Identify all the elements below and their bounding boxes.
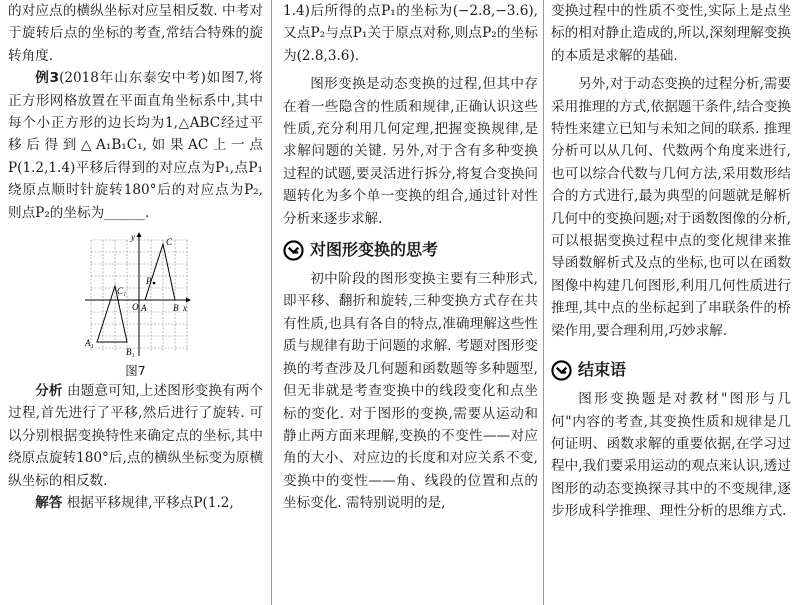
- column-left: [8, 0, 263, 515]
- answer-paragraph: [8, 492, 263, 514]
- label-y: y: [131, 232, 135, 243]
- intro-paragraph: 的对应点的横纵坐标对应呈相反数. 中考对于旋转后点的坐标的考查,常结合特殊的旋转角度.: [8, 3, 263, 64]
- figure-caption: 图7: [125, 363, 146, 379]
- label-a: A: [141, 303, 147, 314]
- label-b1: B₁: [126, 347, 135, 358]
- analysis-paragraph: [8, 380, 263, 492]
- example-source: (2018年山东泰安中考): [59, 70, 206, 87]
- section-heading-conclusion: [551, 356, 791, 384]
- label-x: x: [183, 303, 187, 314]
- point-p: [153, 282, 156, 285]
- section-heading-thoughts: [283, 236, 538, 264]
- example-text: 如图7,将正方形网格放置在平面直角坐标系中,其中每个小正方形的边长均为1,△ABC经过平移后得到△A₁B₁C₁,如果AC上一点P(1.2,1.4)平移后得到的对应点为P₁,点P₁绕原点顺时针旋转180°后的对应点为P₂,则点P₂的坐标为______.: [8, 70, 263, 221]
- y-axis-arrow: [137, 232, 142, 237]
- label-c1: C₁: [117, 286, 127, 297]
- section-arrow-icon: [551, 360, 572, 381]
- analysis-text: 由题意可知,上述图形变换有两个过程,首先进行了平移,然后进行了旋转. 可以分别根据变换特性来确定点的坐标,其中绕原点旋转180°后,点的横纵坐标变为原横纵坐标的相反数.: [8, 383, 263, 489]
- middle-paragraph-2: 初中阶段的图形变换主要有三种形式,即平移、翻折和旋转,三种变换方式存在共有性质,也具有各自的特点,准确理解这些性质与规律有助于问题的求解. 考题对图形变换的考查涉及几何题和函数题等多种题型,但无非就是考查变换中的线段变化和点坐标的变化. 对于图形的变换,需要从运动和静止两方面来理解,变换的不变性——对应角的大小、对应边的长度和对应关系不变,变换中的变性——角、线段的位置和点的坐标变化. 需特别说明的是,: [283, 271, 538, 512]
- figure-7: [8, 230, 263, 380]
- coordinate-grid-figure: [83, 230, 193, 358]
- x-axis-arrow: [186, 298, 191, 303]
- section-title: 对图形变换的思考: [310, 239, 439, 259]
- section-arrow-icon: [283, 240, 304, 261]
- answer-continuation: 1.4)后所得的点P₁的坐标为(−2.8,−3.6),又点P₂与点P₁关于原点对称,则点P₂的坐标为(2.8,3.6).: [283, 3, 538, 64]
- label-a1: A₁: [85, 338, 94, 349]
- analysis-label: 分析: [35, 383, 63, 400]
- label-b: B: [173, 303, 179, 314]
- label-origin: O: [132, 302, 139, 313]
- label-c: C: [166, 237, 173, 248]
- right-paragraph-3: 图形变换题是对教材"图形与几何"内容的考查,其变换性质和规律是几何证明、函数求解的重要依据,在学习过程中,我们要采用运动的观点来认识,透过图形的动态变换探寻其中的不变规律,逐步形成科学推理、理性分析的思维方式.: [551, 391, 791, 520]
- right-paragraph-1: 变换过程中的性质不变性,实际上是点坐标的相对静止造成的,所以,深刻理解变换的本质是求解的基础.: [551, 3, 791, 64]
- section-title: 结束语: [578, 359, 627, 379]
- triangle-abc: [145, 244, 175, 300]
- answer-text: 根据平移规律,平移点P(1.2,: [66, 495, 234, 512]
- right-paragraph-2: 另外,对于动态变换的过程分析,需要采用推理的方式,依据题干条件,结合变换特性来建立已知与未知之间的联系. 推理分析可以从几何、代数两个角度来进行,也可以综合代数与几何方法,采用数形结合的方式进行,最为典型的问题就是解析几何中的变换问题;对于函数图像的分析,可以根据变换过程中点的变化规律来推导函数解析式及点的坐标,也可以在函数图像中构建几何图形,利用几何性质进行推理,其中点的坐标起到了串联条件的桥梁作用,要合理利用,巧妙求解.: [551, 76, 791, 339]
- example-paragraph: [8, 67, 263, 224]
- column-divider-2: [543, 0, 544, 605]
- label-p: P: [146, 276, 152, 287]
- answer-label: 解答: [35, 495, 63, 512]
- column-middle: [283, 0, 538, 515]
- column-right: [551, 0, 791, 523]
- column-divider-1: [271, 0, 272, 605]
- middle-paragraph-1: 图形变换是动态变换的过程,但其中存在着一些隐含的性质和规律,正确认识这些性质,充分利用几何定理,把握变换规律,是求解问题的关键. 另外,对于含有多种变换过程的试题,要灵活进行拆分,将复合变换问题转化为多个单一变换的组合,通过针对性分析来逐步求解.: [283, 76, 538, 227]
- example-label: 例3: [35, 70, 60, 87]
